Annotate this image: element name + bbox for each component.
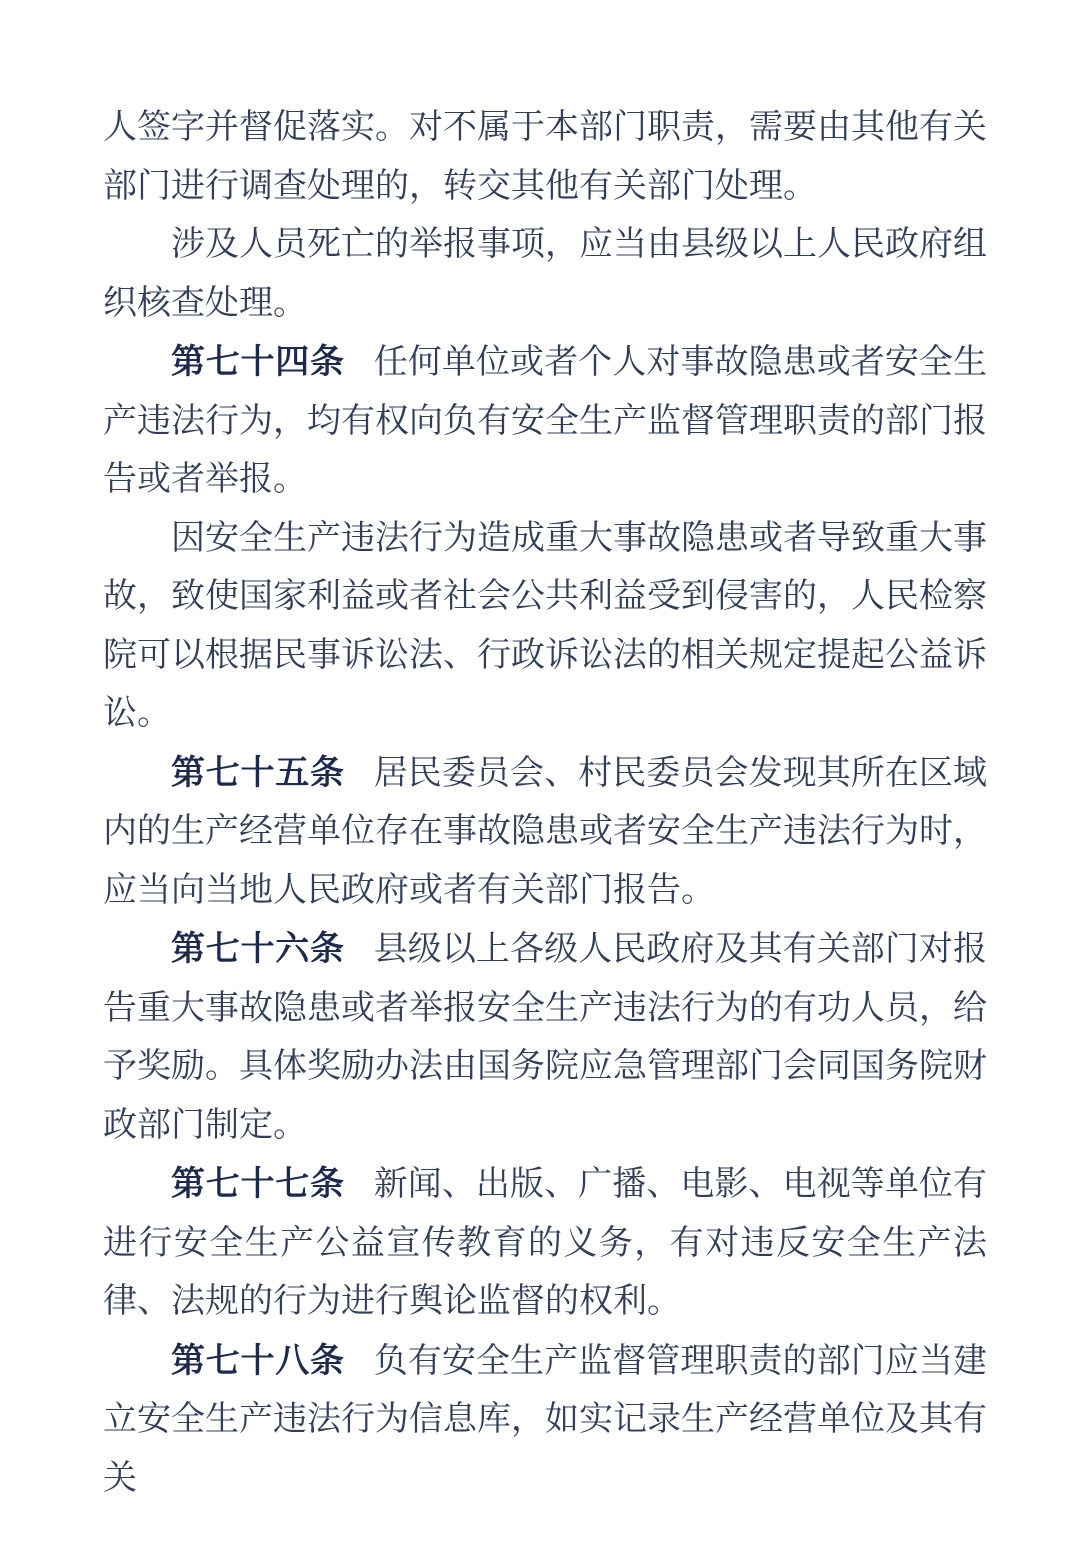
paragraph [103, 510, 987, 744]
article-number: 第七十五条 [171, 753, 345, 792]
paragraph-text: 涉及人员死亡的举报事项，应当由县级以上人民政府组织核查处理。 [103, 226, 987, 322]
paragraph [103, 333, 987, 510]
paragraph-text: 人签字并督促落实。对不属于本部门职责，需要由其他有关部门进行调查处理的，转交其他有关部门处理。 [103, 109, 987, 205]
article-number: 第七十七条 [171, 1165, 345, 1203]
paragraph-text: 县级以上各级人民政府及其有关部门对报告重大事故隐患或者举报安全生产违法行为的有功人员，给予奖励。具体奖励办法由国务院应急管理部门会同国务院财政部门制定。 [103, 931, 988, 1144]
paragraph-text: 居民委员会、村民委员会发现其所在区域内的生产经营单位存在事故隐患或者安全生产违法行为时，应当向当地人民政府或者有关部门报告。 [103, 754, 988, 909]
article-number: 第七十四条 [171, 343, 345, 381]
paragraph-text: 负有安全生产监督管理职责的部门应当建立安全生产违法行为信息库，如实记录生产经营单位及其有关 [103, 1342, 988, 1497]
paragraph-text: 任何单位或者个人对事故隐患或者安全生产违法行为，均有权向负有安全生产监督管理职责的部门报告或者举报。 [103, 344, 988, 498]
article-number: 第七十六条 [171, 930, 345, 968]
paragraph [103, 744, 987, 921]
paragraph [103, 99, 987, 216]
paragraph [103, 216, 987, 333]
paragraph [103, 920, 987, 1155]
paragraph [103, 1332, 987, 1509]
article-number: 第七十八条 [171, 1341, 345, 1380]
paragraph [103, 1155, 987, 1332]
document-body [103, 99, 987, 1508]
paragraph-text: 因安全生产违法行为造成重大事故隐患或者导致重大事故，致使国家利益或者社会公共利益受到侵害的，人民检察院可以根据民事诉讼法、行政诉讼法的相关规定提起公益诉讼。 [103, 519, 987, 732]
paragraph-text: 新闻、出版、广播、电影、电视等单位有进行安全生产公益宣传教育的义务，有对违反安全生产法律、法规的行为进行舆论监督的权利。 [103, 1166, 988, 1320]
